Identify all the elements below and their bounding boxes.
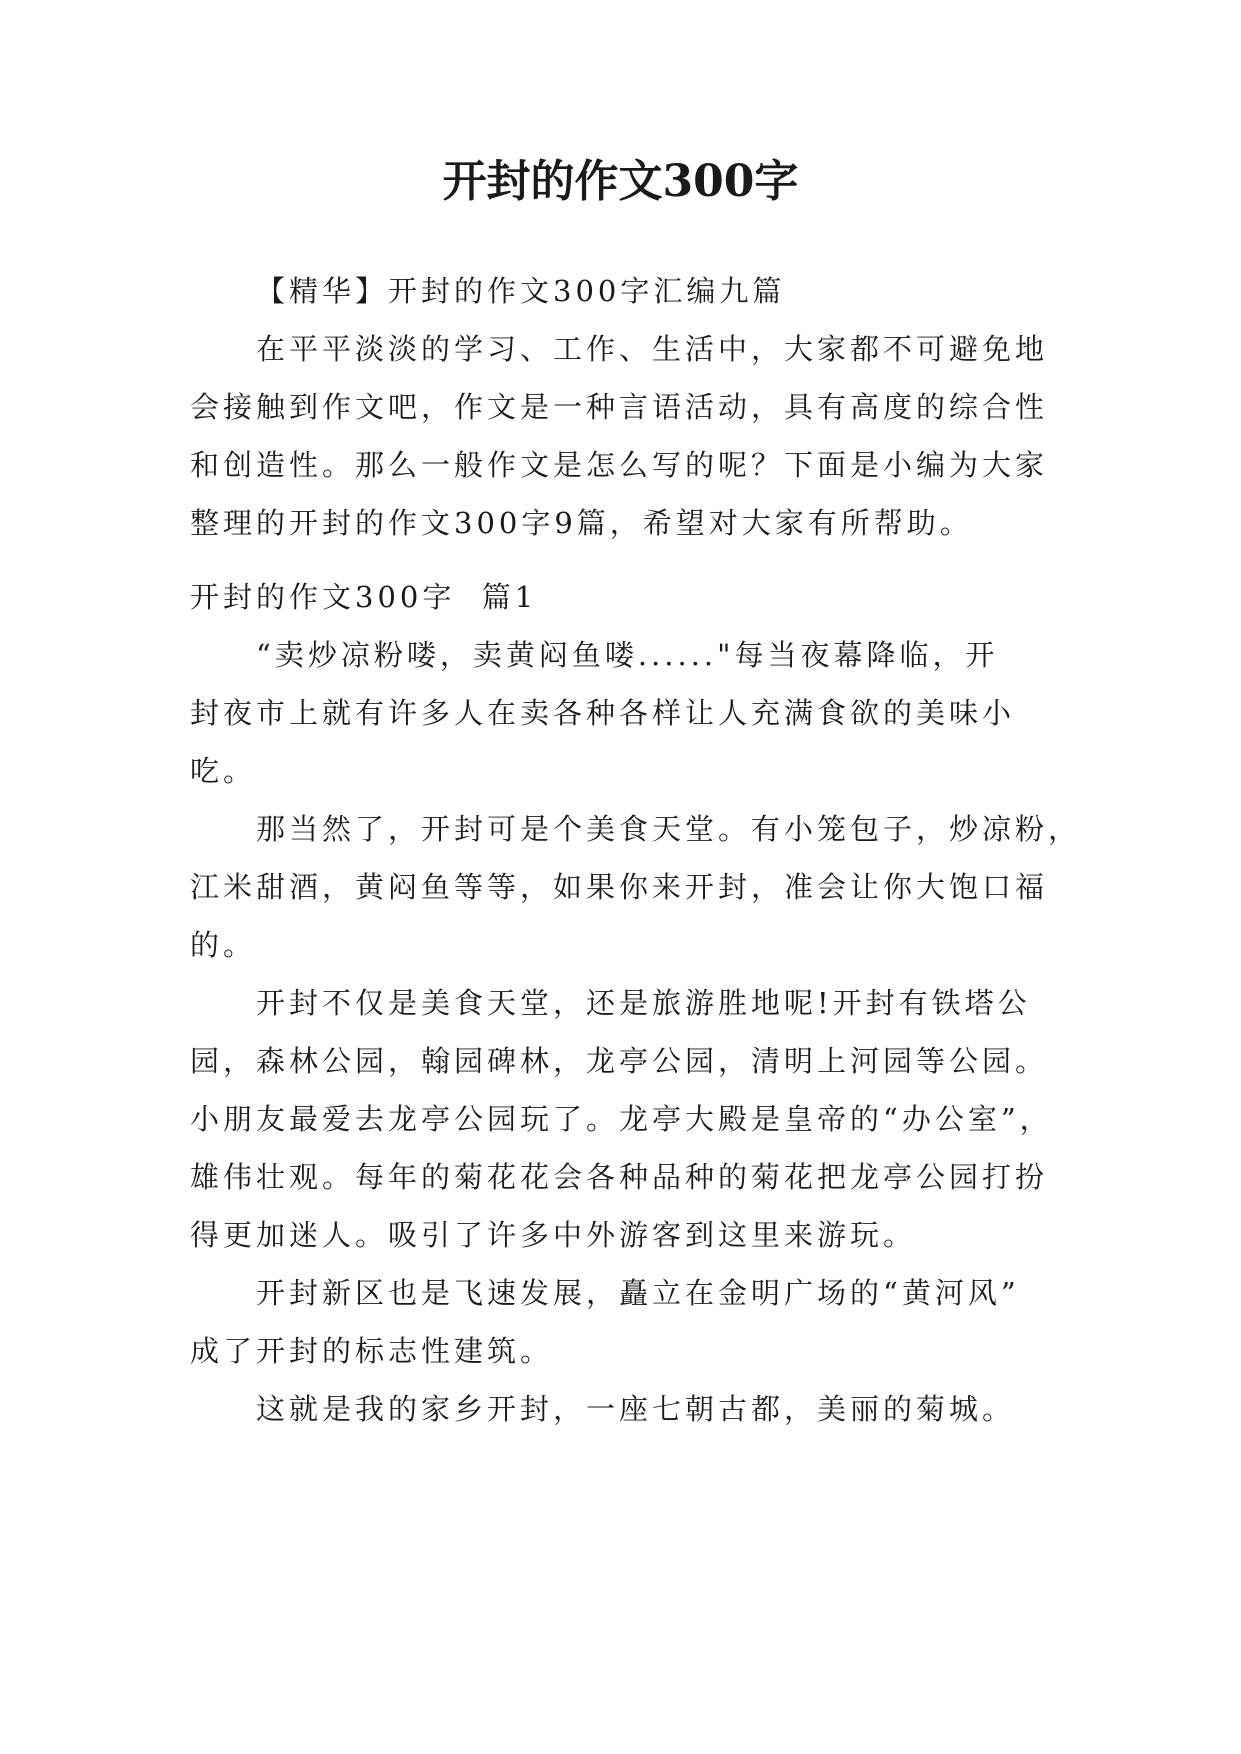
paragraph-line: 雄伟壮观。每年的菊花花会各种品种的菊花把龙亭公园打扮 bbox=[190, 1160, 1049, 1194]
paragraph-line: 江米甜酒，黄闷鱼等等，如果你来开封，准会让你大饱口福 bbox=[190, 870, 1049, 904]
paragraph-line: 小朋友最爱去龙亭公园玩了。龙亭大殿是皇帝的“办公室”， bbox=[190, 1102, 1053, 1136]
intro-line: 在平平淡淡的学习、工作、生活中，大家都不可避免地 bbox=[256, 332, 1049, 366]
paragraph-line: 园，森林公园，翰园碑林，龙亭公园，清明上河园等公园。 bbox=[190, 1044, 1049, 1078]
document-subtitle: 【精华】开封的作文300字汇编九篇 bbox=[256, 274, 786, 308]
intro-block bbox=[190, 262, 1050, 552]
paragraph-line: “卖炒凉粉喽，卖黄闷鱼喽......"每当夜幕降临，开 bbox=[256, 638, 999, 672]
paragraph-line: 开封不仅是美食天堂，还是旅游胜地呢!开封有铁塔公 bbox=[256, 986, 1031, 1020]
document-title: 开封的作文300字 bbox=[442, 156, 799, 207]
paragraph-line: 封夜市上就有许多人在卖各种各样让人充满食欲的美味小 bbox=[190, 696, 1016, 730]
paragraph-line: 得更加迷人。吸引了许多中外游客到这里来游玩。 bbox=[190, 1218, 917, 1252]
paragraph-line: 开封新区也是飞速发展，矗立在金明广场的“黄河风” bbox=[256, 1276, 1020, 1310]
intro-line: 整理的开封的作文300字9篇，希望对大家有所帮助。 bbox=[190, 506, 973, 540]
paragraph-line: 的。 bbox=[190, 928, 257, 962]
section-heading: 开封的作文300字 篇1 bbox=[190, 580, 538, 614]
paragraph-line: 那当然了，开封可是个美食天堂。有小笼包子，炒凉粉， bbox=[256, 812, 1082, 846]
paragraph-line: 这就是我的家乡开封，一座七朝古都，美丽的菊城。 bbox=[256, 1392, 1016, 1426]
section-block bbox=[190, 568, 1082, 1438]
intro-line: 和创造性。那么一般作文是怎么写的呢？下面是小编为大家 bbox=[190, 448, 1049, 482]
paragraph-line: 吃。 bbox=[190, 754, 257, 788]
intro-line: 会接触到作文吧，作文是一种言语活动，具有高度的综合性 bbox=[190, 390, 1049, 424]
paragraph-line: 成了开封的标志性建筑。 bbox=[190, 1334, 554, 1368]
